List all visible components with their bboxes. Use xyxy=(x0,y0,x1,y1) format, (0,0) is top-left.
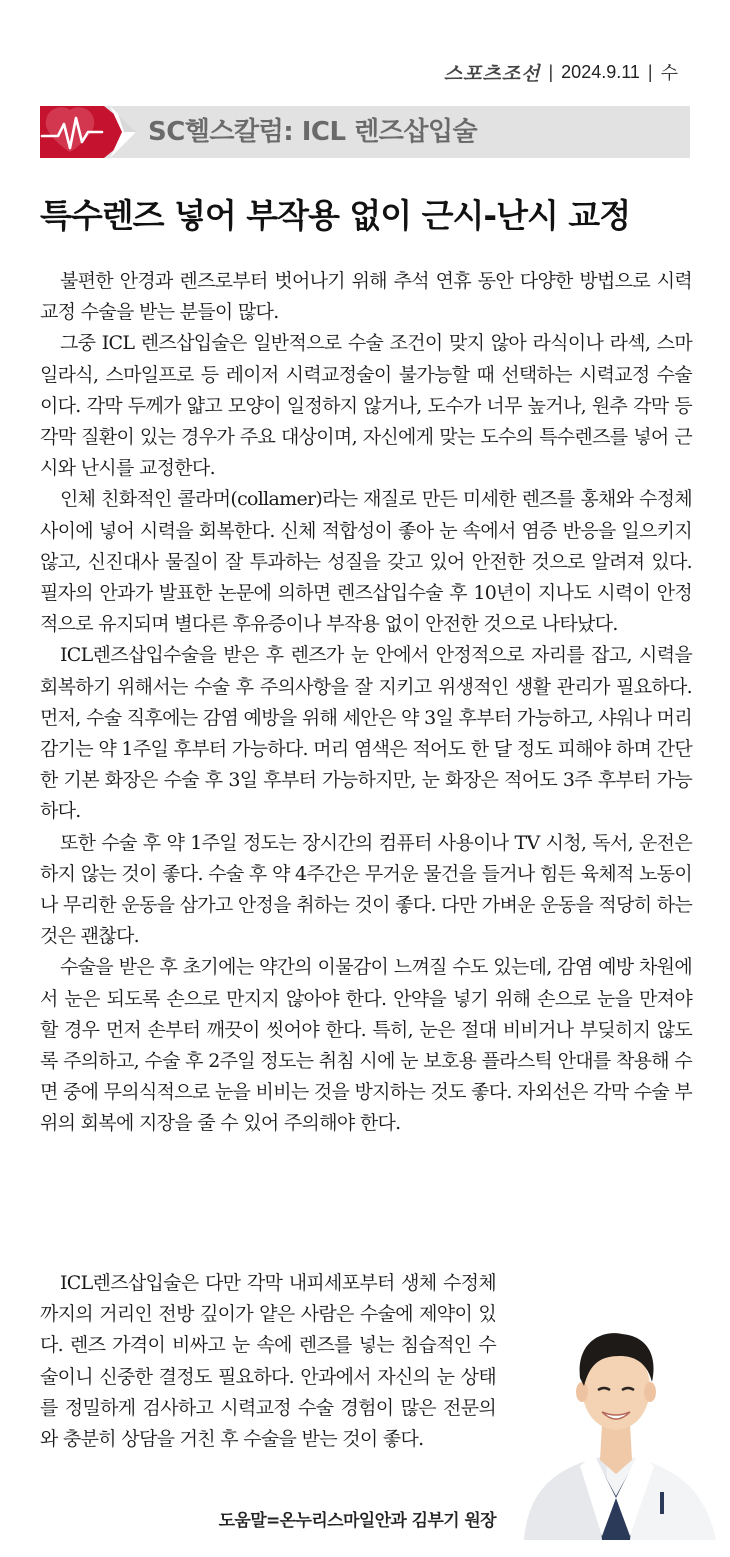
article-paragraph: 불편한 안경과 렌즈로부터 벗어나기 위해 추석 연휴 동안 다양한 방법으로 시력교정 수술을 받는 분들이 많다. xyxy=(40,270,692,324)
doctor-portrait-image xyxy=(510,1296,722,1540)
article-body xyxy=(40,266,692,1140)
article-final-section xyxy=(40,1268,496,1455)
article-paragraph: 인체 친화적인 콜라머(collamer)라는 재질로 만든 미세한 렌즈를 홍채와 수정체 사이에 넣어 시력을 회복한다. 신체 적합성이 좋아 눈 속에서 염증 반응을 일으키지 않고, 신진대사 물질이 잘 투과하는 성질을 갖고 있어 안전한 것으로 알려져 있다. 필자의 안과가 발표한 논문에 의하면 렌즈삽입수술 후 10년이 지나도 시력이 안정적으로 유지되며 별다른 후유증이나 부작용 없이 안전한 것으로 나타났다. xyxy=(40,488,692,636)
article-headline: 특수렌즈 넣어 부작용 없이 근시-난시 교정 xyxy=(40,196,631,235)
heartbeat-logo-icon xyxy=(40,106,136,158)
column-header-band xyxy=(40,106,690,158)
article-paragraph: ICL렌즈삽입술은 다만 각막 내피세포부터 생체 수정체까지의 거리인 전방 깊이가 얕은 사람은 수술에 제약이 있다. 렌즈 가격이 비싸고 눈 속에 렌즈를 넣는 침습적인 수술이니 신중한 결정도 필요하다. 안과에서 자신의 눈 상태를 정밀하게 검사하고 시력교정 수술 경험이 많은 전문의와 충분히 상담을 거친 후 수술을 받는 것이 좋다. xyxy=(40,1272,496,1451)
publication-date: 2024.9.11 xyxy=(561,61,640,82)
article-paragraph: 수술을 받은 후 초기에는 약간의 이물감이 느껴질 수도 있는데, 감염 예방 차원에서 눈은 되도록 손으로 만지지 않아야 한다. 안약을 넣기 위해 손으로 눈을 만져야 할 경우 먼저 손부터 깨끗이 씻어야 한다. 특히, 눈은 절대 비비거나 부딪히지 않도록 주의하고, 수술 후 2주일 정도는 취침 시에 눈 보호용 플라스틱 안대를 착용해 수면 중에 무의식적으로 눈을 비비는 것을 방지하는 것도 좋다. 자외선은 각막 수술 부위의 회복에 지장을 줄 수 있어 주의해야 한다. xyxy=(40,956,692,1135)
publication-name: 스포츠조선 xyxy=(443,62,541,85)
column-title: SC헬스칼럼: ICL 렌즈삽입술 xyxy=(148,117,478,147)
article-paragraph: 그중 ICL 렌즈삽입술은 일반적으로 수술 조건이 맞지 않아 라식이나 라섹, 스마일라식, 스마일프로 등 레이저 시력교정술이 불가능할 때 선택하는 시력교정 수술이다. 각막 두께가 얇고 모양이 일정하지 않거나, 도수가 너무 높거나, 원추 각막 등 각막 질환이 있는 경우가 주요 대상이며, 자신에게 맞는 도수의 특수렌즈를 넣어 근시와 난시를 교정한다. xyxy=(40,332,692,480)
publication-weekday: 수 xyxy=(660,63,678,83)
divider: | xyxy=(548,61,554,82)
divider: | xyxy=(647,61,653,82)
article-paragraph: 또한 수술 후 약 1주일 정도는 장시간의 컴퓨터 사용이나 TV 시청, 독서, 운전은 하지 않는 것이 좋다. 수술 후 약 4주간은 무거운 물건을 들거나 힘든 육체적 노동이나 무리한 운동을 삼가고 안정을 취하는 것이 좋다. 다만 가벼운 운동을 적당히 하는 것은 괜찮다. xyxy=(40,831,692,948)
article-paragraph: ICL렌즈삽입수술을 받은 후 렌즈가 눈 안에서 안정적으로 자리를 잡고, 시력을 회복하기 위해서는 수술 후 주의사항을 잘 지키고 위생적인 생활 관리가 필요하다. 먼저, 수술 직후에는 감염 예방을 위해 세안은 약 3일 후부터 가능하고, 샤워나 머리 감기는 약 1주일 후부터 가능하다. 머리 염색은 적어도 한 달 정도 피해야 하며 간단한 기본 화장은 수술 후 3일 후부터 가능하지만, 눈 화장은 적어도 3주 후부터 가능하다. xyxy=(40,644,692,823)
masthead xyxy=(444,58,678,86)
article-credit: 도움말=온누리스마일안과 김부기 원장 xyxy=(218,1511,496,1531)
